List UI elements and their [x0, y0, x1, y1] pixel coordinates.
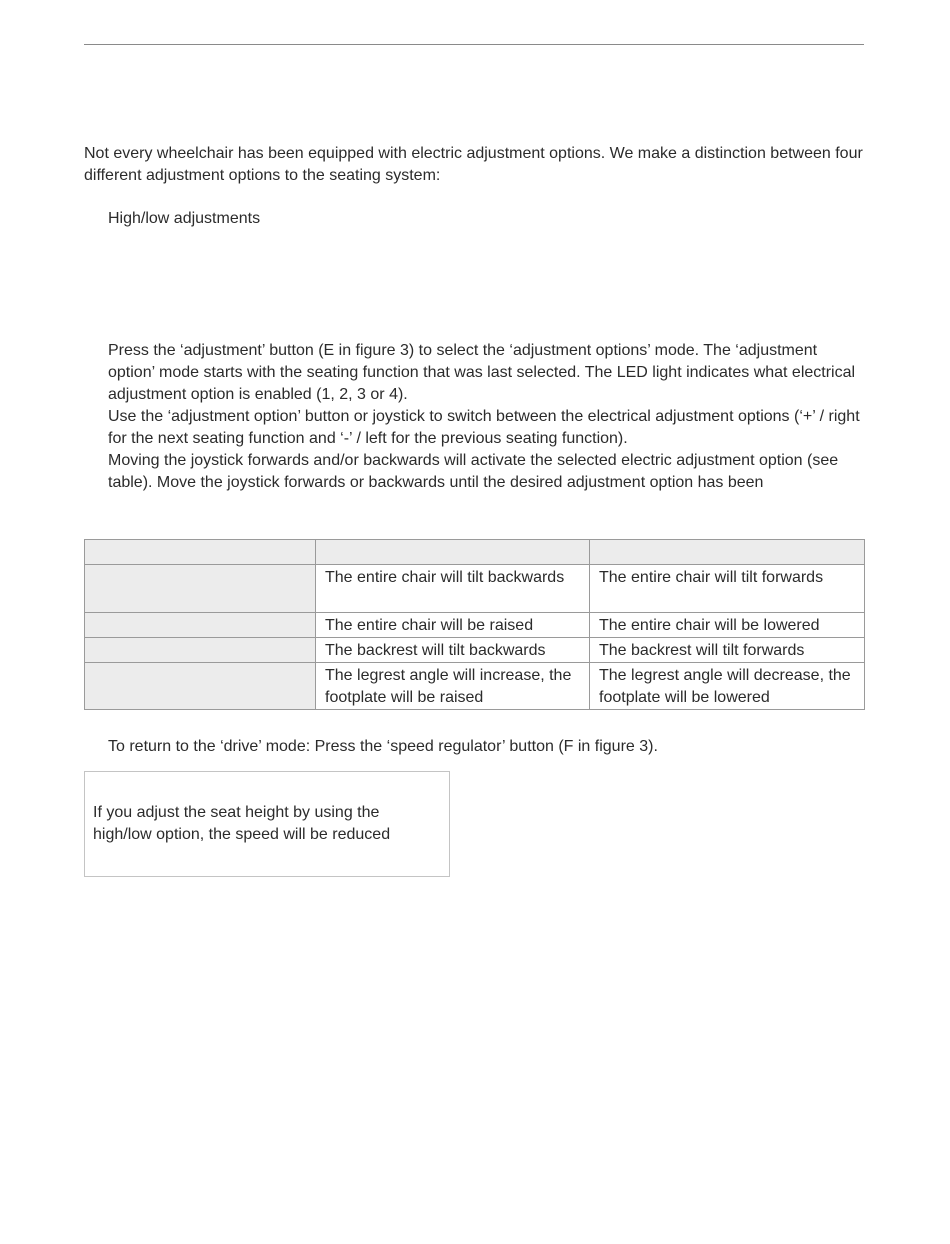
backwards-cell: The entire chair will be raised	[316, 613, 590, 638]
option-high-low: High/low adjustments	[108, 210, 261, 227]
backwards-cell: The backrest will tilt backwards	[316, 638, 590, 663]
table-row	[85, 565, 865, 613]
instruction-steps	[108, 340, 868, 496]
table-row	[85, 613, 865, 638]
backwards-cell: The legrest angle will increase, the footplate will be raised	[316, 663, 590, 710]
forwards-cell: The backrest will tilt forwards	[590, 638, 865, 663]
header-cell	[316, 540, 590, 565]
step-1: Press the ‘adjustment’ button (E in figure 3) to select the ‘adjustment options’ mode. The ‘adjustment option’ mode starts with the seating function that was last selected. The LED light indicates what electrical adjustment option is enabled (1, 2, 3 or 4).	[108, 342, 856, 403]
forwards-cell: The entire chair will tilt forwards	[590, 565, 865, 613]
table-row	[85, 638, 865, 663]
table-row	[85, 663, 865, 710]
header-rule	[84, 44, 864, 45]
table-header-row	[85, 540, 865, 565]
step-3: Moving the joystick forwards and/or backwards will activate the selected electric adjustment option (see table). Move the joystick forwards or backwards until the desired adjustment option has been	[108, 452, 839, 491]
row-label-cell	[85, 565, 316, 613]
return-instruction: To return to the ‘drive’ mode: Press the ‘speed regulator’ button (F in figure 3).	[108, 738, 658, 755]
row-label-cell	[85, 663, 316, 710]
header-cell	[85, 540, 316, 565]
forwards-cell: The entire chair will be lowered	[590, 613, 865, 638]
adjustment-table	[84, 539, 865, 710]
row-label-cell	[85, 613, 316, 638]
note-box	[84, 771, 450, 877]
note-text: If you adjust the seat height by using the high/low option, the speed will be reduced	[93, 804, 391, 843]
intro-paragraph: Not every wheelchair has been equipped with electric adjustment options. We make a distinction between four different adjustment options to the seating system:	[84, 145, 863, 184]
step-2: Use the ‘adjustment option’ button or joystick to switch between the electrical adjustment options (‘+’ / right for the next seating function and ‘-’ / left for the previous seating function).	[108, 408, 860, 447]
header-cell	[590, 540, 865, 565]
row-label-cell	[85, 638, 316, 663]
forwards-cell: The legrest angle will decrease, the footplate will be lowered	[590, 663, 865, 710]
backwards-cell: The entire chair will tilt backwards	[316, 565, 590, 613]
